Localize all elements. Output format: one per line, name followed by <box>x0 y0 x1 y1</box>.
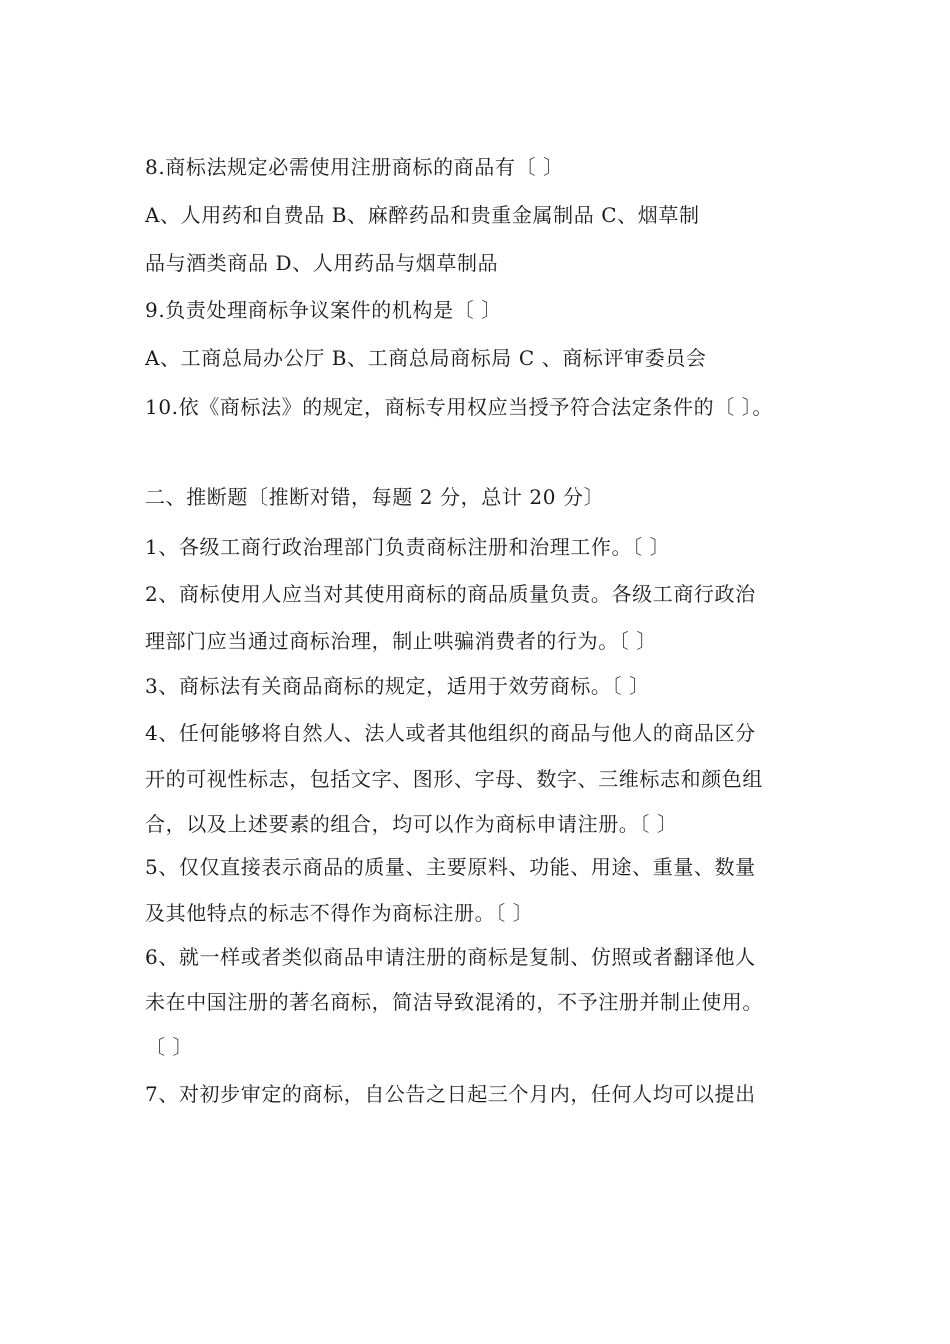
tf-item-4-line2: 开的可视性标志，包括文字、图形、字母、数字、三维标志和颜色组 <box>145 767 763 791</box>
tf-item-6-line2: 未在中国注册的著名商标，简洁导致混淆的，不予注册并制止使用。 <box>145 990 763 1014</box>
q9-stem: 9.负责处理商标争议案件的机构是〔 〕 <box>145 298 502 322</box>
section2-heading: 二、推断题〔推断对错，每题 2 分，总计 20 分〕 <box>145 485 605 509</box>
tf-item-2-line2: 理部门应当通过商标治理，制止哄骗消费者的行为。〔 〕 <box>145 629 657 653</box>
tf-item-6-line1: 6、就一样或者类似商品申请注册的商标是复制、仿照或者翻译他人 <box>145 945 756 969</box>
tf-item-5-line2: 及其他特点的标志不得作为商标注册。〔 〕 <box>145 901 534 925</box>
tf-item-4-line3: 合，以及上述要素的组合，均可以作为商标申请注册。〔 〕 <box>145 812 678 836</box>
q9-options: A、工商总局办公厅 B、工商总局商标局 C 、商标评审委员会 <box>145 346 707 370</box>
tf-item-7-line1: 7、对初步审定的商标，自公告之日起三个月内，任何人均可以提出 <box>145 1082 756 1106</box>
tf-item-1: 1、各级工商行政治理部门负责商标注册和治理工作。〔 〕 <box>145 535 671 559</box>
q10-stem: 10.依《商标法》的规定，商标专用权应当授予符合法定条件的〔 〕。 <box>145 395 773 419</box>
tf-item-6-line3: 〔 〕 <box>145 1035 194 1059</box>
tf-item-5-line1: 5、仅仅直接表示商品的质量、主要原料、功能、用途、重量、数量 <box>145 855 756 879</box>
q8-stem: 8.商标法规定必需使用注册商标的商品有〔 〕 <box>145 155 564 179</box>
q8-options-line1: A、人用药和自费品 B、麻醉药品和贵重金属制品 C、烟草制 <box>145 203 700 227</box>
q8-options-line2: 品与酒类商品 D、人用药品与烟草制品 <box>145 251 499 275</box>
tf-item-4-line1: 4、任何能够将自然人、法人或者其他组织的商品与他人的商品区分 <box>145 721 756 745</box>
tf-item-3: 3、商标法有关商品商标的规定，适用于效劳商标。〔 〕 <box>145 674 650 698</box>
tf-item-2-line1: 2、商标使用人应当对其使用商标的商品质量负责。各级工商行政治 <box>145 582 756 606</box>
